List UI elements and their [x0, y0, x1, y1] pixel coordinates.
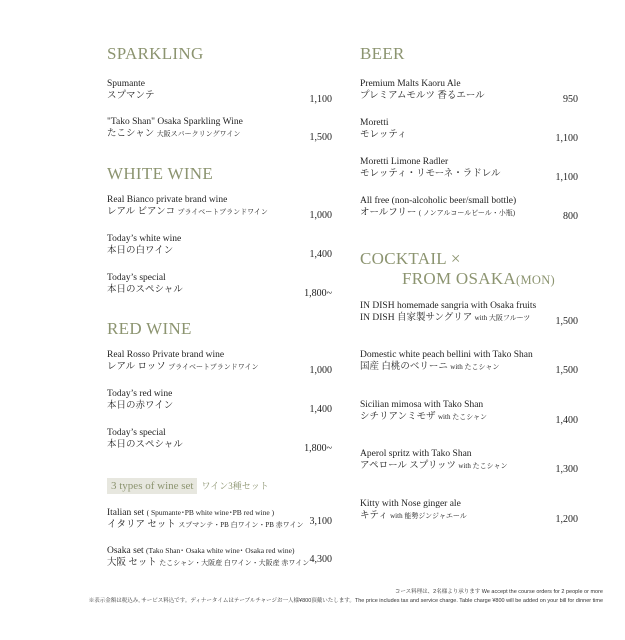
item-name-jp [360, 510, 578, 522]
item-name-en: Premium Malts Kaoru Ale [360, 79, 461, 89]
cocktail-title-sub: (MON) [516, 273, 555, 287]
item-price: 1,500 [309, 132, 332, 143]
item-name-jp-sub: with 大阪フルーツ [474, 314, 531, 322]
item-price: 1,100 [309, 94, 332, 105]
sparkling-title: SPARKLING [107, 44, 204, 63]
item-name-en: Today’s red wine [107, 389, 173, 399]
item-name-en-sub: (Tako Shan･ Osaka white wine･ Osaka red wine) [146, 546, 295, 555]
red-wine-title: RED WINE [107, 319, 192, 338]
item-name-en: "Tako Shan" Osaka Sparkling Wine [107, 117, 243, 127]
item-price: 1,500 [555, 365, 578, 376]
menu-item-todays-white [107, 233, 332, 260]
item-name-en: Moretti Limone Radler [360, 157, 449, 167]
item-name-jp-main: レアル ビアンコ [107, 207, 176, 217]
item-name-jp [107, 519, 332, 531]
item-name-jp: 本日のスペシャル [107, 285, 183, 295]
item-name-jp [107, 128, 332, 140]
item-name-jp: スプマンテ [107, 91, 155, 101]
item-name-en: All free (non-alcoholic beer/small bottle) [360, 196, 517, 206]
item-name-jp: 本日のスペシャル [107, 440, 183, 450]
item-price: 1,200 [555, 514, 578, 525]
item-name-jp-sub: 大阪スパークリングワイン [156, 130, 241, 138]
item-price: 4,300 [309, 554, 332, 565]
item-name-jp-main: アペロール スプリッツ [360, 461, 457, 471]
footer-note-course: コース料理は、2名様より承ります We accept the course orders for 2 people or more [394, 589, 603, 595]
menu-item-premium-malts [360, 78, 578, 105]
item-name-jp-sub: たこシャン・大阪産 白ワイン・大阪産 赤ワイン [159, 559, 310, 567]
item-name-jp-sub: ( ノンアルコールビール・小瓶) [418, 209, 516, 217]
item-name-jp [360, 460, 578, 472]
menu-item-all-free [360, 195, 578, 222]
item-name-jp-sub: with たこシャン [458, 462, 508, 470]
item-name-jp-main: シチリアンミモザ [360, 412, 436, 422]
menu-item-todays-special-white [107, 272, 332, 299]
menu-item-mimosa [360, 399, 578, 426]
item-name-en: Moretti [360, 118, 389, 128]
menu-item-aperol-spritz [360, 448, 578, 475]
item-name-en-main: Italian set [107, 508, 145, 518]
item-name-en: Real Rosso Private brand wine [107, 350, 225, 360]
menu-item-sangria [360, 300, 578, 327]
menu-item-moretti [360, 117, 578, 144]
item-name-jp-sub: with 能勢ジンジャエール [390, 512, 467, 520]
menu-item-kitty [360, 498, 578, 525]
item-price: 800 [563, 211, 578, 222]
menu-item-moretti-limone [360, 156, 578, 183]
item-name-jp [107, 361, 332, 373]
item-name-jp [360, 361, 578, 373]
item-name-jp-main: IN DISH 自家製サングリア [360, 313, 473, 323]
item-price: 1,000 [309, 210, 332, 221]
item-name-en: Real Bianco private brand wine [107, 195, 228, 205]
item-price: 1,800~ [304, 443, 332, 454]
item-price: 1,400 [309, 404, 332, 415]
cocktail-title-line1: COCKTAIL × [360, 249, 461, 268]
wine-set-header [107, 476, 269, 494]
menu-item-todays-special-red [107, 427, 332, 454]
item-name-jp-main: レアル ロッソ [107, 362, 166, 372]
item-name-en [107, 545, 332, 557]
menu-item-bellini [360, 349, 578, 376]
item-name-jp-sub: with たこシャン [438, 413, 488, 421]
item-name-en: Kitty with Nose ginger ale [360, 499, 461, 509]
item-name-jp-main: たこシャン [107, 129, 155, 139]
item-name-jp-main: キティ [360, 511, 388, 521]
footer-note-price: ※表示金額は税込み, サービス料込です。ディナータイムはテーブルチャージお一人様¥800頂戴いたします。The price includes tax and service charge. Table charge ¥800 will be added on your bill for dinner time [88, 598, 603, 604]
item-name-jp-sub: プライベートブランドワイン [177, 208, 268, 216]
item-price: 1,000 [309, 365, 332, 376]
item-name-en: Spumante [107, 79, 145, 89]
item-name-en: Today’s white wine [107, 234, 182, 244]
item-name-en-main: Osaka set [107, 546, 144, 556]
item-price: 1,300 [555, 464, 578, 475]
item-name-jp [360, 207, 578, 219]
white-wine-title: WHITE WINE [107, 164, 214, 183]
item-name-en: Domestic white peach bellini with Tako Shan [360, 350, 533, 360]
item-name-jp [360, 411, 578, 423]
menu-item-todays-red [107, 388, 332, 415]
menu-item-tako-shan [107, 116, 332, 143]
item-price: 950 [563, 94, 578, 105]
item-name-en: IN DISH homemade sangria with Osaka fruits [360, 301, 537, 311]
menu-item-spumante [107, 78, 332, 105]
item-name-jp: モレッティ・リモーネ・ラドレル [360, 169, 501, 179]
item-name-jp-sub: プライベートブランドワイン [168, 363, 259, 371]
wine-set-title-jp: ワイン3種セット [201, 481, 269, 491]
item-name-jp [360, 312, 578, 324]
item-name-en-sub: ( Spumante･PB white wine･PB red wine ) [146, 508, 275, 517]
menu-item-real-rosso [107, 349, 332, 376]
item-price: 1,100 [555, 133, 578, 144]
item-name-en: Today’s special [107, 273, 166, 283]
item-name-jp-sub: スプマンテ・PB 白ワイン・PB 赤ワイン [178, 521, 304, 529]
item-name-jp-sub: with たこシャン [450, 363, 500, 371]
item-name-jp [107, 557, 332, 569]
item-price: 1,100 [555, 172, 578, 183]
item-name-jp-main: オールフリー [360, 208, 417, 218]
menu-item-osaka-set [107, 545, 332, 569]
item-name-jp: モレッティ [360, 130, 407, 140]
item-name-jp: 本日の白ワイン [107, 246, 174, 256]
item-name-jp-main: 国産 白桃のベリーニ [360, 362, 448, 372]
item-name-jp-main: 大阪 セット [107, 558, 157, 568]
item-name-en: Sicilian mimosa with Tako Shan [360, 400, 484, 410]
item-name-jp [107, 206, 332, 218]
item-name-en [107, 507, 332, 519]
item-name-en: Aperol spritz with Tako Shan [360, 449, 472, 459]
wine-set-title: 3 types of wine set [107, 478, 197, 494]
item-price: 1,400 [309, 249, 332, 260]
cocktail-title-line2 [402, 269, 555, 290]
beer-title: BEER [360, 44, 405, 63]
item-name-jp: プレミアムモルツ 香るエール [360, 91, 485, 101]
item-name-jp: 本日の赤ワイン [107, 401, 174, 411]
item-price: 1,500 [555, 316, 578, 327]
menu-item-real-bianco [107, 194, 332, 221]
item-price: 1,800~ [304, 288, 332, 299]
item-name-en: Today’s special [107, 428, 166, 438]
cocktail-title-main: FROM OSAKA [402, 269, 516, 288]
item-price: 3,100 [309, 516, 332, 527]
item-price: 1,400 [555, 415, 578, 426]
item-name-jp-main: イタリア セット [107, 520, 176, 530]
menu-item-italian-set [107, 507, 332, 531]
